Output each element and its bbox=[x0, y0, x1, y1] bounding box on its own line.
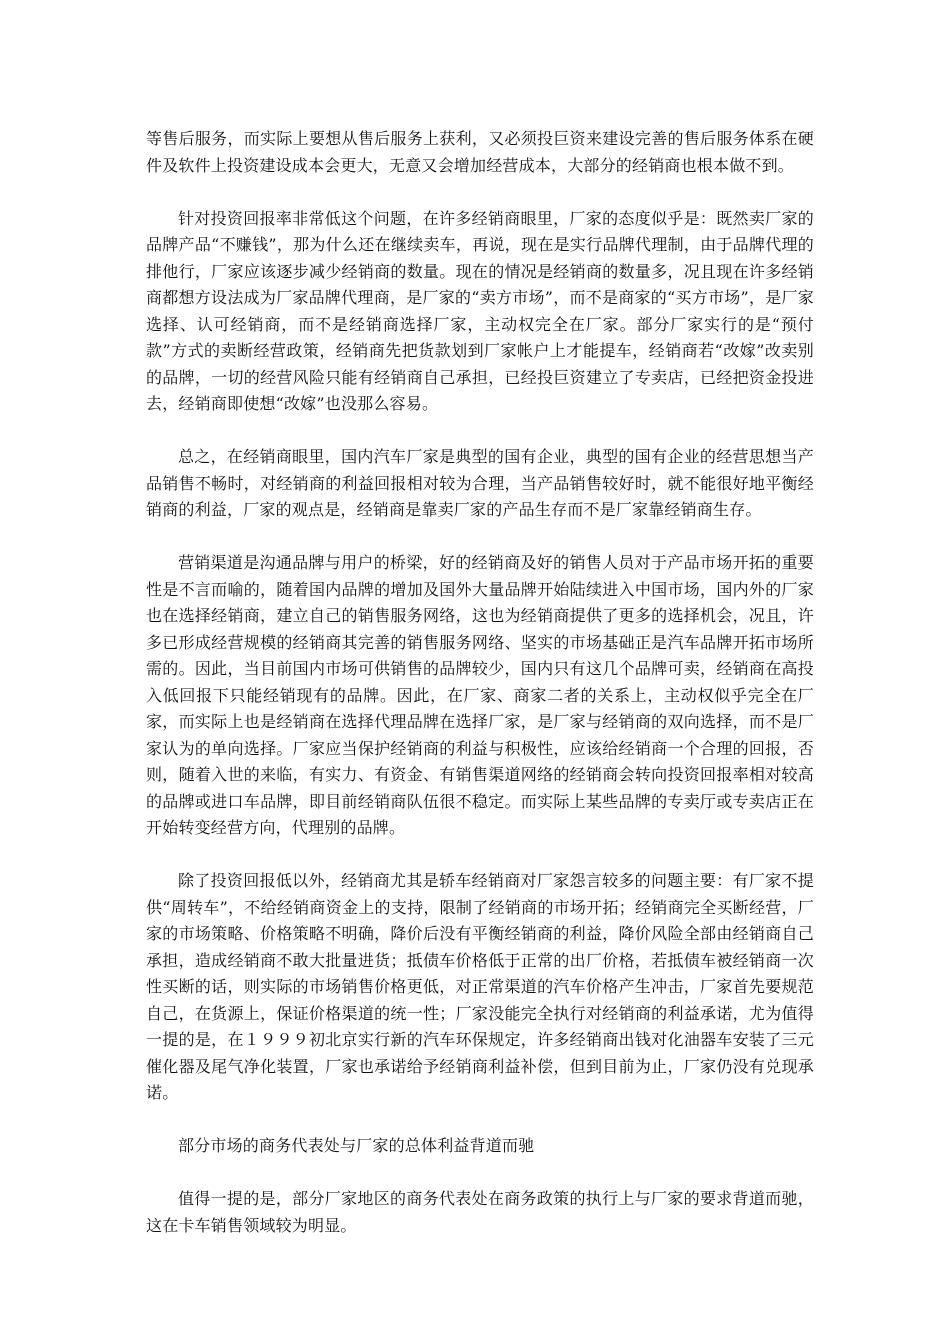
paragraph-summary: 总之，在经销商眼里，国内汽车厂家是典型的国有企业，典型的国有企业的经营思想当产品销售不畅时，对经销商的利益回报相对较为合理，当产品销售较好时，就不能很好地平衡经销商的利益，厂家的观点是，经销商是靠卖厂家的产品生存而不是厂家靠经销商生存。 bbox=[146, 447, 814, 519]
paragraph-gap bbox=[146, 1160, 814, 1187]
paragraph-gap bbox=[146, 1107, 814, 1134]
section-heading-business-offices: 部分市场的商务代表处与厂家的总体利益背道而驰 bbox=[178, 1136, 535, 1155]
paragraph-gap bbox=[146, 842, 814, 869]
document-page bbox=[146, 126, 814, 1239]
paragraph-gap bbox=[146, 418, 814, 445]
paragraph-gap bbox=[146, 524, 814, 551]
paragraph-gap bbox=[146, 179, 814, 206]
paragraph-truck-sales: 值得一提的是，部分厂家地区的商务代表处在商务政策的执行上与厂家的要求背道而驰，这在卡车销售领域较为明显。 bbox=[146, 1189, 814, 1235]
paragraph-after-sales: 等售后服务，而实际上要想从售后服务上获利，又必须投巨资来建设完善的售后服务体系在硬件及软件上投资建设成本会更大，无意又会增加经营成本，大部分的经销商也根本做不到。 bbox=[146, 129, 814, 175]
paragraph-complaints: 除了投资回报低以外，经销商尤其是轿车经销商对厂家怨言较多的问题主要：有厂家不提供“周转车”，不给经销商资金上的支持，限制了经销商的市场开拓；经销商完全买断经营，厂家的市场策略、价格策略不明确，降价后没有平衡经销商的利益，降价风险全部由经销商自己承担，造成经销商不敢大批量进货；抵债车价格低于正常的出厂价格，若抵债车被经销商一次性买断的话，则实际的市场销售价格更低，对正常渠道的汽车价格产生冲击，厂家首先要规范自己，在货源上，保证价格渠道的统一性；厂家没能完全执行对经销商的利益承诺，尤为值得一提的是，在１９９９初北京实行新的汽车环保规定，许多经销商出钱对化油器车安装了三元催化器及尾气净化装置，厂家也承诺给予经销商利益补偿，但到目前为止，厂家仍没有兑现承诺。 bbox=[146, 871, 814, 1102]
paragraph-low-roi: 针对投资回报率非常低这个问题，在许多经销商眼里，厂家的态度似乎是：既然卖厂家的品牌产品“不赚钱”，那为什么还在继续卖车，再说，现在是实行品牌代理制，由于品牌代理的排他行，厂家应该逐步减少经销商的数量。现在的情况是经销商的数量多，况且现在许多经销商都想方设法成为厂家品牌代理商，是厂家的“卖方市场”，而不是商家的“买方市场”，是厂家选择、认可经销商，而不是经销商选择厂家，主动权完全在厂家。部分厂家实行的是“预付款”方式的卖断经营政策，经销商先把货款划到厂家帐户上才能提车，经销商若“改嫁”改卖别的品牌，一切的经营风险只能有经销商自己承担，已经投巨资建立了专卖店，已经把资金投进去，经销商即使想“改嫁”也没那么容易。 bbox=[146, 208, 814, 413]
paragraph-marketing-channels: 营销渠道是沟通品牌与用户的桥梁，好的经销商及好的销售人员对于产品市场开拓的重要性是不言而喻的，随着国内品牌的增加及国外大量品牌开始陆续进入中国市场，国内外的厂家也在选择经销商，建立自己的销售服务网络，这也为经销商提供了更多的选择机会，况且，许多已形成经营规模的经销商其完善的销售服务网络、坚实的市场基础正是汽车品牌开拓市场所需的。因此，当目前国内市场可供销售的品牌较少，国内只有这几个品牌可卖，经销商在高投入低回报下只能经销现有的品牌。因此，在厂家、商家二者的关系上，主动权似乎完全在厂家，而实际上也是经销商在选择代理品牌在选择厂家，是厂家与经销商的双向选择，而不是厂家认为的单向选择。厂家应当保护经销商的利益与积极性，应该给经销商一个合理的回报，否则，随着入世的来临，有实力、有资金、有销售渠道网络的经销商会转向投资回报率相对较高的品牌或进口车品牌，即目前经销商队伍很不稳定。而实际上某些品牌的专卖厅或专卖店正在开始转变经营方向，代理别的品牌。 bbox=[146, 553, 814, 837]
